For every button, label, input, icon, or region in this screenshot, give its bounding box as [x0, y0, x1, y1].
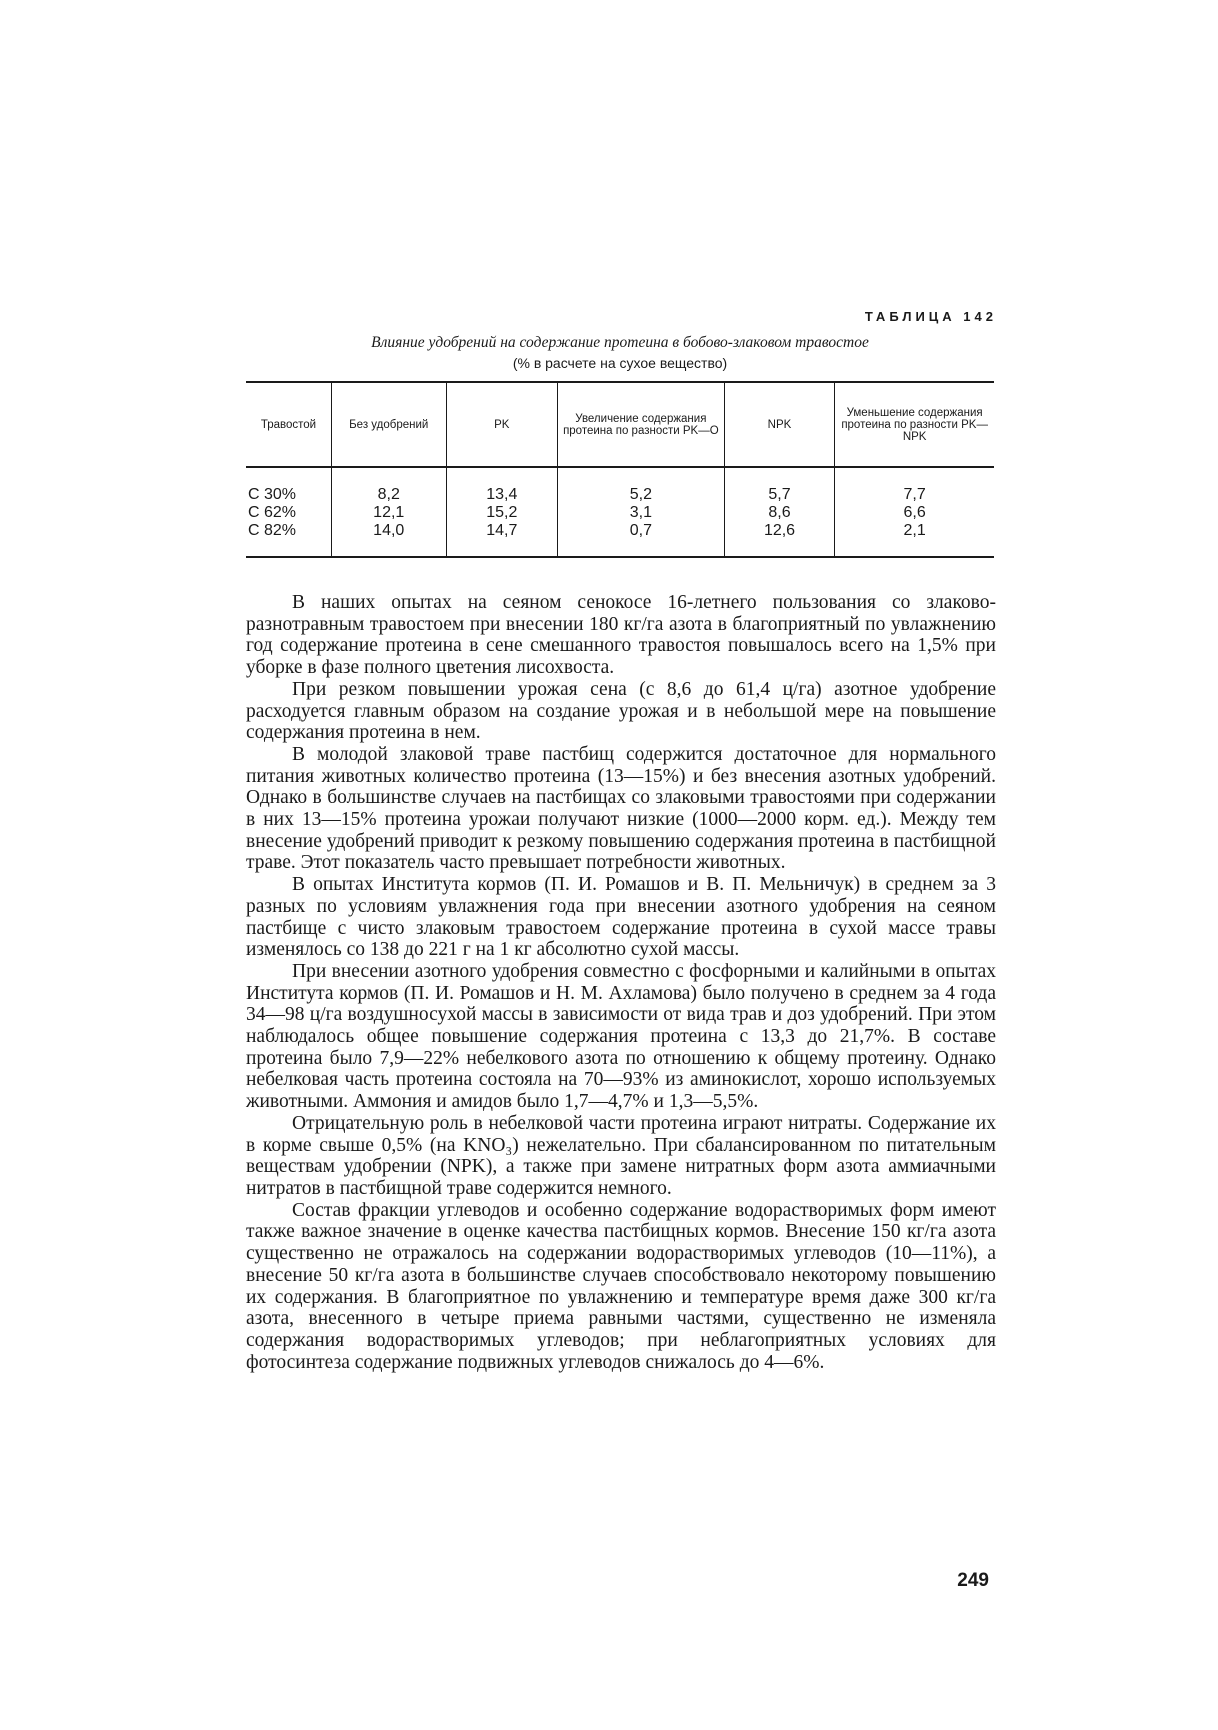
table-cell: 5,2 — [629, 486, 652, 503]
table-cell: 5,7 — [768, 486, 791, 503]
table-cell: 15,2 — [486, 504, 518, 521]
header-no-fertilizer: Без удобрений — [331, 382, 446, 467]
header-decrease-pk-npk: Уменьшение содержания протеина по разности PK—NPK — [835, 382, 994, 467]
cell-npk-column — [724, 467, 835, 557]
table-cell: 14,7 — [486, 522, 518, 539]
table-caption — [246, 333, 994, 373]
paragraph: Отрицательную роль в небелковой части протеина играют нитраты. Содержание их в корме свыше 0,5% (на KNO₃) нежелательно. При сбалансированном по питательным веществам удобрении (NPK), а также при замене нитратных форм азота аммиачными нитратов в пастбищной траве содержится немного. — [246, 1112, 996, 1199]
cell-travostoi-column — [246, 467, 331, 557]
paragraph: В наших опытах на сеяном сенокосе 16-летнего пользования со злаково-разнотравным травостоем при внесении 180 кг/га азота в благоприятный по увлажнению год содержание протеина в сене смешанного травостоя повышалось всего на 1,5% при уборке в фазе полного цветения лисохвоста. — [246, 592, 996, 679]
table-cell: 2,1 — [903, 522, 926, 539]
table-cell: C 82% — [248, 522, 297, 539]
header-pk: PK — [446, 382, 557, 467]
table-label: ТАБЛИЦА 142 — [864, 309, 997, 324]
header-npk: NPK — [724, 382, 835, 467]
table-cell: 7,7 — [903, 486, 926, 503]
paragraph: В опытах Института кормов (П. И. Ромашов и В. П. Мельничук) в среднем за 3 разных по условиям увлажнения года при внесении азотного удобрения на сеяном пастбище с чисто злаковым травостоем содержание протеина в сухой массе травы изменялось со 138 до 221 г на 1 кг абсолютно сухой массы. — [246, 874, 996, 961]
paragraph: В молодой злаковой траве пастбищ содержится достаточное для нормального питания животных количество протеина (13—15%) и без внесения азотных удобрений. Однако в большинстве случаев на пастбищах со злаковыми травостоями при содержании в них 13—15% протеина урожаи получают низкие (1000—2000 корм. ед.). Между тем внесение удобрений приводит к резкому повышению содержания протеина в пастбищной траве. Этот показатель часто превышает потребности животных. — [246, 743, 996, 874]
cell-increase-column — [558, 467, 725, 557]
table-cell: C 30% — [248, 486, 297, 503]
table-subtitle: (% в расчете на сухое вещество) — [512, 355, 728, 371]
paragraph: Состав фракции углеводов и особенно содержание водорастворимых форм имеют также важное значение в оценке качества пастбищных кормов. Внесение 150 кг/га азота существенно не отражалось на содержании водорастворимых углеводов (10—11%), а внесение 50 кг/га азота в большинстве случаев способствовало некоторому повышению их содержания. В благоприятное по увлажнению и температуре время даже 300 кг/га азота, внесенного в четыре приема равными частями, существенно не изменяла содержания водорастворимых углеводов; при неблагоприятных условиях для фотосинтеза содержание подвижных углеводов снижалось до 4—6%. — [246, 1199, 996, 1373]
cell-no-fertilizer-column — [331, 467, 446, 557]
table-cell: 8,6 — [768, 504, 791, 521]
page-number: 249 — [957, 1570, 989, 1591]
cell-pk-column — [446, 467, 557, 557]
table-title: Влияние удобрений на содержание протеина в бобово-злаковом травостое — [371, 334, 869, 351]
body-text — [246, 592, 996, 1373]
table-cell: 0,7 — [629, 522, 652, 539]
table-cell: 13,4 — [486, 486, 518, 503]
table-cell: 14,0 — [373, 522, 405, 539]
table-cell: 3,1 — [629, 504, 652, 521]
table-cell: 12,1 — [373, 504, 405, 521]
cell-decrease-column — [835, 467, 994, 557]
paragraph: При резком повышении урожая сена (с 8,6 до 61,4 ц/га) азотное удобрение расходуется главным образом на создание урожая и в небольшой мере на повышение содержания протеина в нем. — [246, 678, 996, 744]
paragraph: При внесении азотного удобрения совместно с фосфорными и калийными в опытах Института кормов (П. И. Ромашов и Н. М. Ахламова) было получено в среднем за 4 года 34—98 ц/га воздушносухой массы в зависимости от вида трав и доз удобрений. При этом наблюдалось общее повышение содержания протеина с 13,3 до 21,7%. В составе протеина было 7,9—22% небелкового азота по отношению к общему протеину. Однако небелковая часть протеина состояла на 70—93% из аминокислот, хорошо используемых животными. Аммония и амидов было 1,7—4,7% и 1,3—5,5%. — [246, 960, 996, 1113]
header-increase-pk-o: Увеличение содержания протеина по разности PK—O — [558, 382, 725, 467]
table-cell: C 62% — [248, 504, 297, 521]
table-cell: 6,6 — [903, 504, 926, 521]
protein-table — [246, 381, 994, 558]
table-header-row — [246, 382, 994, 467]
table-cell: 12,6 — [763, 522, 796, 539]
table-cell: 8,2 — [377, 486, 400, 503]
header-travostoi: Травостой — [246, 382, 331, 467]
table-row — [246, 467, 994, 557]
